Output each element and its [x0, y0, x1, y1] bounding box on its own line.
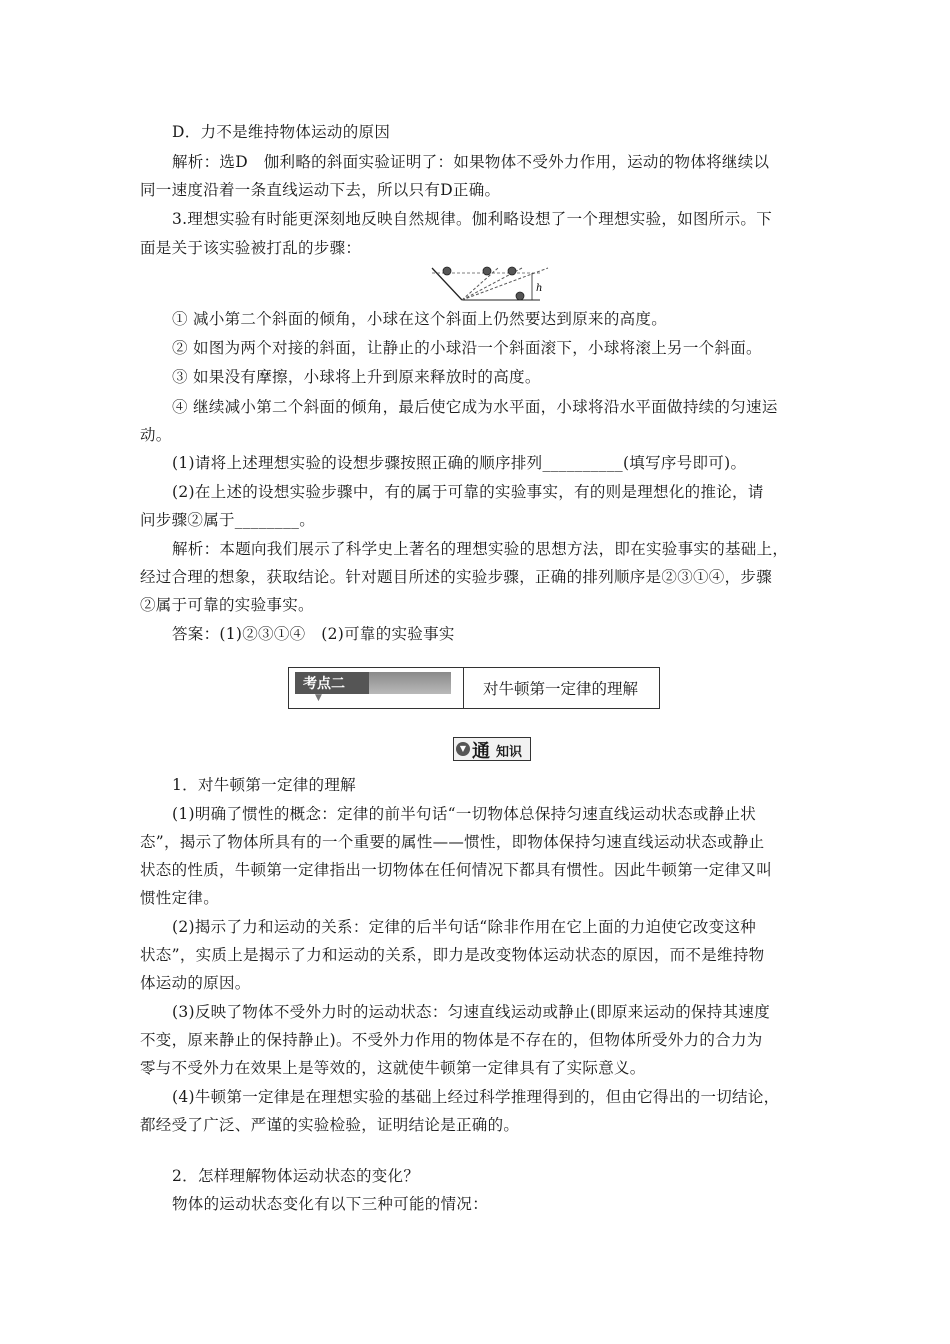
arrow-down-icon: ▼	[456, 742, 470, 756]
section-tag-label: 考点二	[303, 676, 345, 692]
sub-question-2: 问步骤②属于________。	[140, 511, 316, 529]
option-d: D．力不是维持物体运动的原因	[172, 123, 391, 141]
paragraph-line: (1)明确了惯性的概念：定律的前半句话“一切物体总保持匀速直线运动状态或静止状	[172, 805, 757, 823]
paragraph-line: (2)揭示了力和运动的关系：定律的后半句话“除非作用在它上面的力迫使它改变这种	[172, 918, 757, 936]
section-tag	[295, 672, 451, 694]
ball	[508, 267, 516, 275]
analysis-line: 解析：选D 伽利略的斜面实验证明了：如果物体不受外力作用，运动的物体将继续以	[172, 153, 770, 171]
paragraph-line: (3)反映了物体不受外力时的运动状态：匀速直线运动或静止(即原来运动的保持其速度	[172, 1003, 771, 1021]
paragraph-line: 不变，原来静止的保持静止)。不受外力作用的物体是不存在的，但物体所受外力的合力为	[140, 1031, 763, 1049]
analysis-line: 经过合理的想象，获取结论。针对题目所述的实验步骤，正确的排列顺序是②③①④，步骤	[140, 568, 773, 586]
analysis-line: 解析：本题向我们展示了科学史上著名的理想实验的思想方法，即在实验事实的基础上，	[172, 540, 789, 558]
ball	[443, 267, 451, 275]
height-label: h	[536, 283, 543, 294]
caret-down-icon: ▼	[315, 693, 322, 703]
sub-question-1: (1)请将上述理想实验的设想步骤按照正确的顺序排列__________(填写序号即可)。	[172, 454, 747, 472]
ball	[516, 292, 524, 300]
step-4: ④ 继续减小第二个斜面的倾角，最后使它成为水平面，小球将沿水平面做持续的匀速运	[172, 398, 778, 416]
paragraph-line: 零与不受外力在效果上是等效的，这就使牛顿第一定律具有了实际意义。	[140, 1059, 646, 1077]
step-2: ② 如图为两个对接的斜面，让静止的小球沿一个斜面滚下，小球将滚上另一个斜面。	[172, 339, 762, 357]
badge-small-text: 知识	[496, 745, 523, 760]
step-1: ① 减小第二个斜面的倾角，小球在这个斜面上仍然要达到原来的高度。	[172, 310, 668, 328]
paragraph-line: 状态”，实质上是揭示了力和运动的关系，即力是改变物体运动状态的原因，而不是维持物	[140, 946, 765, 964]
sub-question-2: (2)在上述的设想实验步骤中，有的属于可靠的实验事实，有的则是理想化的推论，请	[172, 483, 764, 501]
question-3-stem: 3.理想实验有时能更深刻地反映自然规律。伽利略设想了一个理想实验，如图所示。下	[172, 210, 772, 228]
answer: 答案：(1)②③①④ (2)可靠的实验事实	[172, 625, 455, 643]
step-3: ③ 如果没有摩擦，小球将上升到原来释放时的高度。	[172, 368, 541, 386]
paragraph-line: 惯性定律。	[140, 889, 220, 907]
analysis-line: 同一速度沿着一条直线运动下去，所以只有D正确。	[140, 181, 501, 199]
paragraph-line: 态”，揭示了物体所具有的一个重要的属性——惯性，即物体保持匀速直线运动状态或静止	[140, 833, 765, 851]
incline-experiment-figure	[430, 265, 550, 311]
paragraph-line: 物体的运动状态变化有以下三种可能的情况：	[172, 1195, 489, 1213]
item-heading: 1．对牛顿第一定律的理解	[172, 776, 356, 794]
paragraph-line: (4)牛顿第一定律是在理想实验的基础上经过科学推理得到的，但由它得出的一切结论，	[172, 1088, 780, 1106]
paragraph-line: 状态的性质，牛顿第一定律指出一切物体在任何情况下都具有惯性。因此牛顿第一定律又叫	[140, 861, 773, 879]
paragraph-line: 体运动的原因。	[140, 974, 251, 992]
divider	[463, 668, 464, 708]
badge-big-char: 通	[472, 741, 490, 762]
paragraph-line: 都经受了广泛、严谨的实验检验，证明结论是正确的。	[140, 1116, 520, 1134]
question-3-stem: 面是关于该实验被打乱的步骤：	[140, 239, 362, 257]
analysis-line: ②属于可靠的实验事实。	[140, 596, 314, 614]
step-4: 动。	[140, 426, 172, 444]
section-header-box	[288, 667, 660, 709]
ball	[483, 267, 491, 275]
section-title: 对牛顿第一定律的理解	[483, 680, 639, 698]
item-heading: 2．怎样理解物体运动状态的变化？	[172, 1167, 420, 1185]
knowledge-badge	[453, 737, 531, 761]
